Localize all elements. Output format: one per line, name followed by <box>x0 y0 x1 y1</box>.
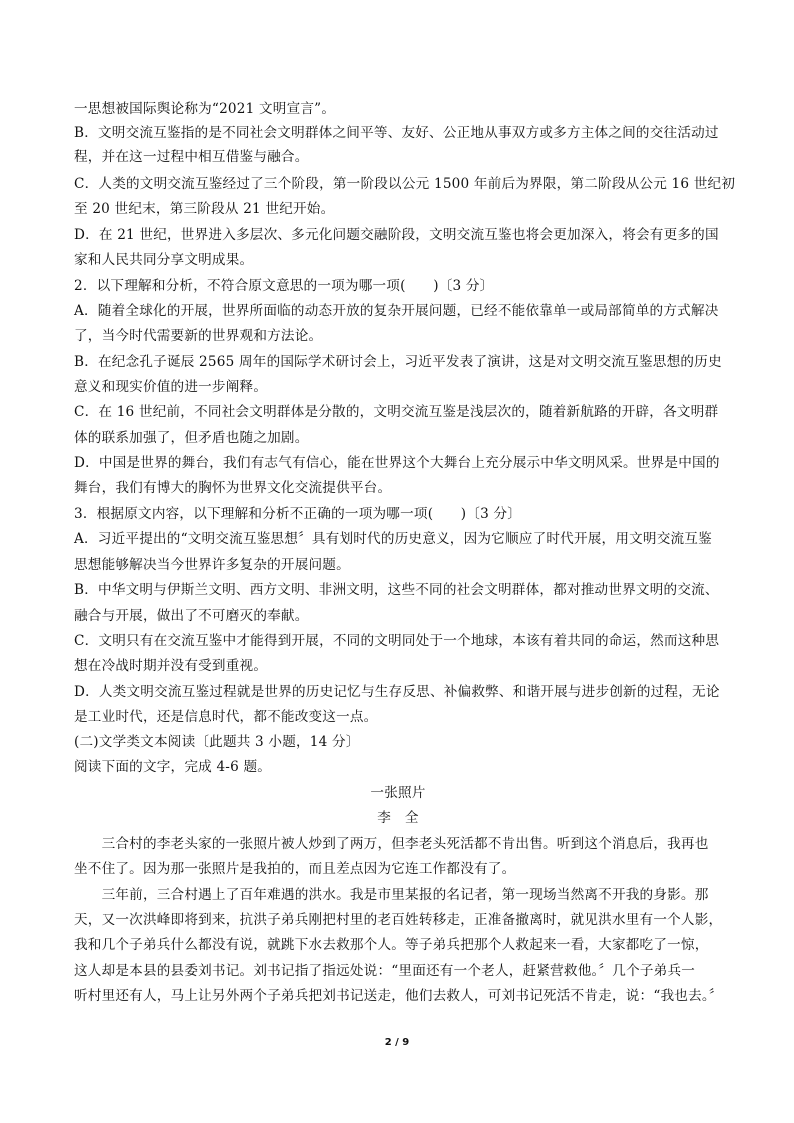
text-line: B．中华文明与伊斯兰文明、西方文明、非洲文明，这些不同的社会文明群体，都对推动世界文明的交流、 <box>74 582 719 598</box>
story-line: 我和几个子弟兵什么都没有说，就跳下水去救那个人。等子弟兵把那个人救起来一看，大家都吃了一惊， <box>74 937 709 953</box>
story-line: 三合村的李老头家的一张照片被人炒到了两万，但李老头死活都不肯出售。听到这个消息后，我再也 <box>74 836 709 852</box>
text-line: 家和人民共同分享文明成果。 <box>74 252 254 268</box>
text-line: 想在冷战时期并没有受到重视。 <box>74 658 268 674</box>
text-line: 舞台，我们有博大的胸怀为世界文化交流提供平台。 <box>74 480 392 496</box>
text-line: D．在 21 世纪，世界进入多层次、多元化问题交融阶段，文明交流互鉴也将会更加深入，将会有更多的国 <box>74 227 719 243</box>
text-line: 至 20 世纪末，第三阶段从 21 世纪开始。 <box>74 201 335 217</box>
section-heading: (二)文学类文本阅读〔此题共 3 小题，14 分〕 <box>74 734 360 750</box>
text-line: 了，当今时代需要新的世界观和方法论。 <box>74 328 323 344</box>
text-line: C．人类的文明交流互鉴经过了三个阶段，第一阶段以公元 1500 年前后为界限，第二阶段从公元 16 世纪初 <box>74 176 736 192</box>
story-author: 李 全 <box>377 810 419 826</box>
text-line: B．文明交流互鉴指的是不同社会文明群体之间平等、友好、公正地从事双方或多方主体之间的交往活动过 <box>74 125 719 141</box>
text-line: B．在纪念孔子诞辰 2565 周年的国际学术研讨会上，习近平发表了演讲，这是对文明交流互鉴思想的历史 <box>74 354 722 370</box>
text-line: 体的联系加强了，但矛盾也随之加剧。 <box>74 430 309 446</box>
story-line: 听村里还有人，马上让另外两个子弟兵把刘书记送走，他们去救人，可刘书记死活不肯走，说：“我也去。〞 <box>74 988 723 1004</box>
page-number: 2 / 9 <box>384 1037 410 1048</box>
text-line: 一思想被国际舆论称为“2021 文明宣言”。 <box>74 101 336 117</box>
text-line: C．在 16 世纪前，不同社会文明群体是分散的，文明交流互鉴是浅层次的，随着新航路的开辟，各文明群 <box>74 404 719 420</box>
story-line: 坐不住了。因为那一张照片是我拍的，而且差点因为它连工作都没有了。 <box>74 861 516 877</box>
story-line: 这人却是本县的县委刘书记。刘书记指了指远处说：“里面还有一个老人，赶紧营救他。〞几个子弟兵一 <box>74 963 696 979</box>
story-title: 一张照片 <box>370 785 426 801</box>
text-line: 思想能够解决当今世界许多复杂的开展问题。 <box>74 557 350 573</box>
text-line: D．中国是世界的舞台，我们有志气有信心，能在世界这个大舞台上充分展示中华文明风采。世界是中国的 <box>74 455 720 471</box>
text-line: 意义和现实价值的进一步阐释。 <box>74 379 268 395</box>
text-line: 是工业时代，还是信息时代，都不能改变这一点。 <box>74 709 378 725</box>
text-line: 阅读下面的文字，完成 4-6 题。 <box>74 759 272 775</box>
text-line: A．随着全球化的开展，世界所面临的动态开放的复杂开展问题，已经不能依靠单一或局部简单的方式解决 <box>74 303 719 319</box>
question-2-stem: 2．以下理解和分析，不符合原文意思的一项为哪一项( )〔3 分〕 <box>74 278 494 294</box>
question-3-stem: 3．根据原文内容，以下理解和分析不正确的一项为哪一项( )〔3 分〕 <box>74 506 522 522</box>
text-line: A．习近平提出的“文明交流互鉴思想〞具有划时代的历史意义，因为它顺应了时代开展，用文明交流互鉴 <box>74 531 712 547</box>
text-line: 程，并在这一过程中相互借鉴与融合。 <box>74 149 309 165</box>
story-line: 三年前，三合村遇上了百年难遇的洪水。我是市里某报的名记者，第一现场当然离不开我的身影。那 <box>74 887 709 903</box>
text-line: D．人类文明交流互鉴过程就是世界的历史记忆与生存反思、补偏救弊、和谐开展与进步创新的过程，无论 <box>74 684 720 700</box>
text-line: 融合与开展，做出了不可磨灭的奉献。 <box>74 608 309 624</box>
text-line: C．文明只有在交流互鉴中才能得到开展，不同的文明同处于一个地球，本该有着共同的命运，然而这种思 <box>74 633 720 649</box>
story-line: 天，又一次洪峰即将到来，抗洪子弟兵刚把村里的老百姓转移走，正准备撤离时，就见洪水里有一个人影， <box>74 912 723 928</box>
